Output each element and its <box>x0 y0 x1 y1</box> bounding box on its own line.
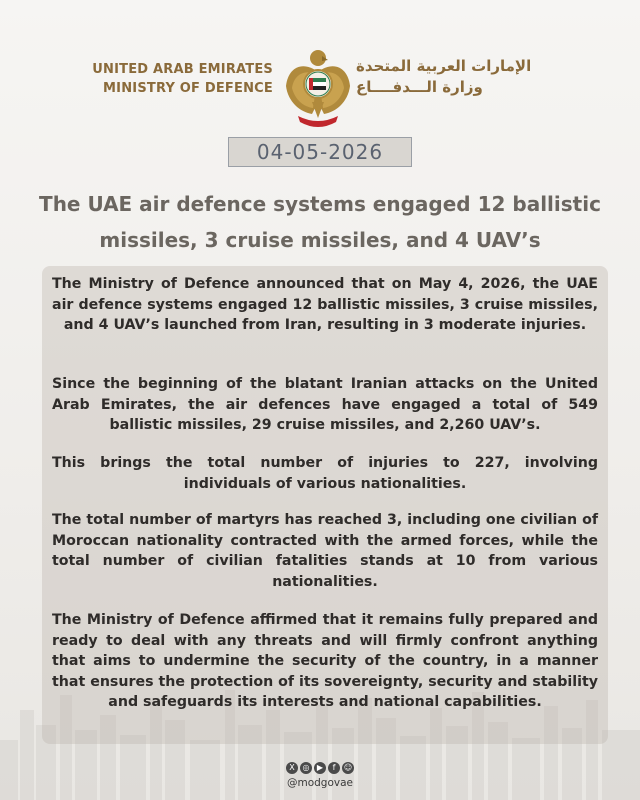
paragraph-3: This brings the total number of injuries to 227, involving individuals of various nationalities. <box>52 455 598 492</box>
snapchat-icon[interactable]: ☺ <box>343 763 353 772</box>
uae-falcon-emblem-icon <box>282 42 354 132</box>
ministry-name-en: MINISTRY OF DEFENCE <box>103 81 273 96</box>
paragraph-5: The Ministry of Defence affirmed that it remains fully prepared and ready to deal with any threats and will firmly confront anything that aims to undermine the security of the country, in a manner that ensures the protection of its sovereignty, security and stability and safeguards its interests and national capabilities. <box>52 612 598 710</box>
country-name-en: UNITED ARAB EMIRATES <box>92 62 273 77</box>
paragraph-1: The Ministry of Defence announced that on May 4, 2026, the UAE air defence systems engaged 12 ballistic missiles, 3 cruise missiles, and 4 UAV’s launched from Iran, resulting in 3 moderate injuries. <box>52 276 598 333</box>
date-text: 04-05-2026 <box>256 140 384 164</box>
social-icons <box>0 762 640 775</box>
date-badge <box>228 137 412 167</box>
social-handle[interactable]: @modgovae <box>286 777 353 789</box>
ministry-name-english <box>78 60 273 98</box>
facebook-icon[interactable]: f <box>328 762 340 774</box>
paragraph-2: Since the beginning of the blatant Iranian attacks on the United Arab Emirates, the air defences have engaged a total of 549 ballistic missiles, 29 cruise missiles, and 2,260 UAV’s. <box>52 376 598 433</box>
ministry-name-arabic <box>356 56 556 98</box>
ministry-name-ar: وزارة الـــدفــــاع <box>356 78 483 96</box>
social-footer <box>0 762 640 798</box>
instagram-icon[interactable]: ◎ <box>300 762 312 774</box>
country-name-ar: الإمارات العربية المتحدة <box>356 57 532 75</box>
youtube-icon[interactable]: ▶ <box>314 762 326 774</box>
headline: The UAE air defence systems engaged 12 ballistic missiles, 3 cruise missiles, and 4 UAV’s <box>39 192 601 252</box>
ministry-header <box>0 38 640 134</box>
x-icon[interactable]: X <box>286 762 298 774</box>
paragraph-4: The total number of martyrs has reached 3, including one civilian of Moroccan nationality contracted with the armed forces, while the total number of civilian fatalities stands at 10 from various nationalities. <box>52 512 598 590</box>
